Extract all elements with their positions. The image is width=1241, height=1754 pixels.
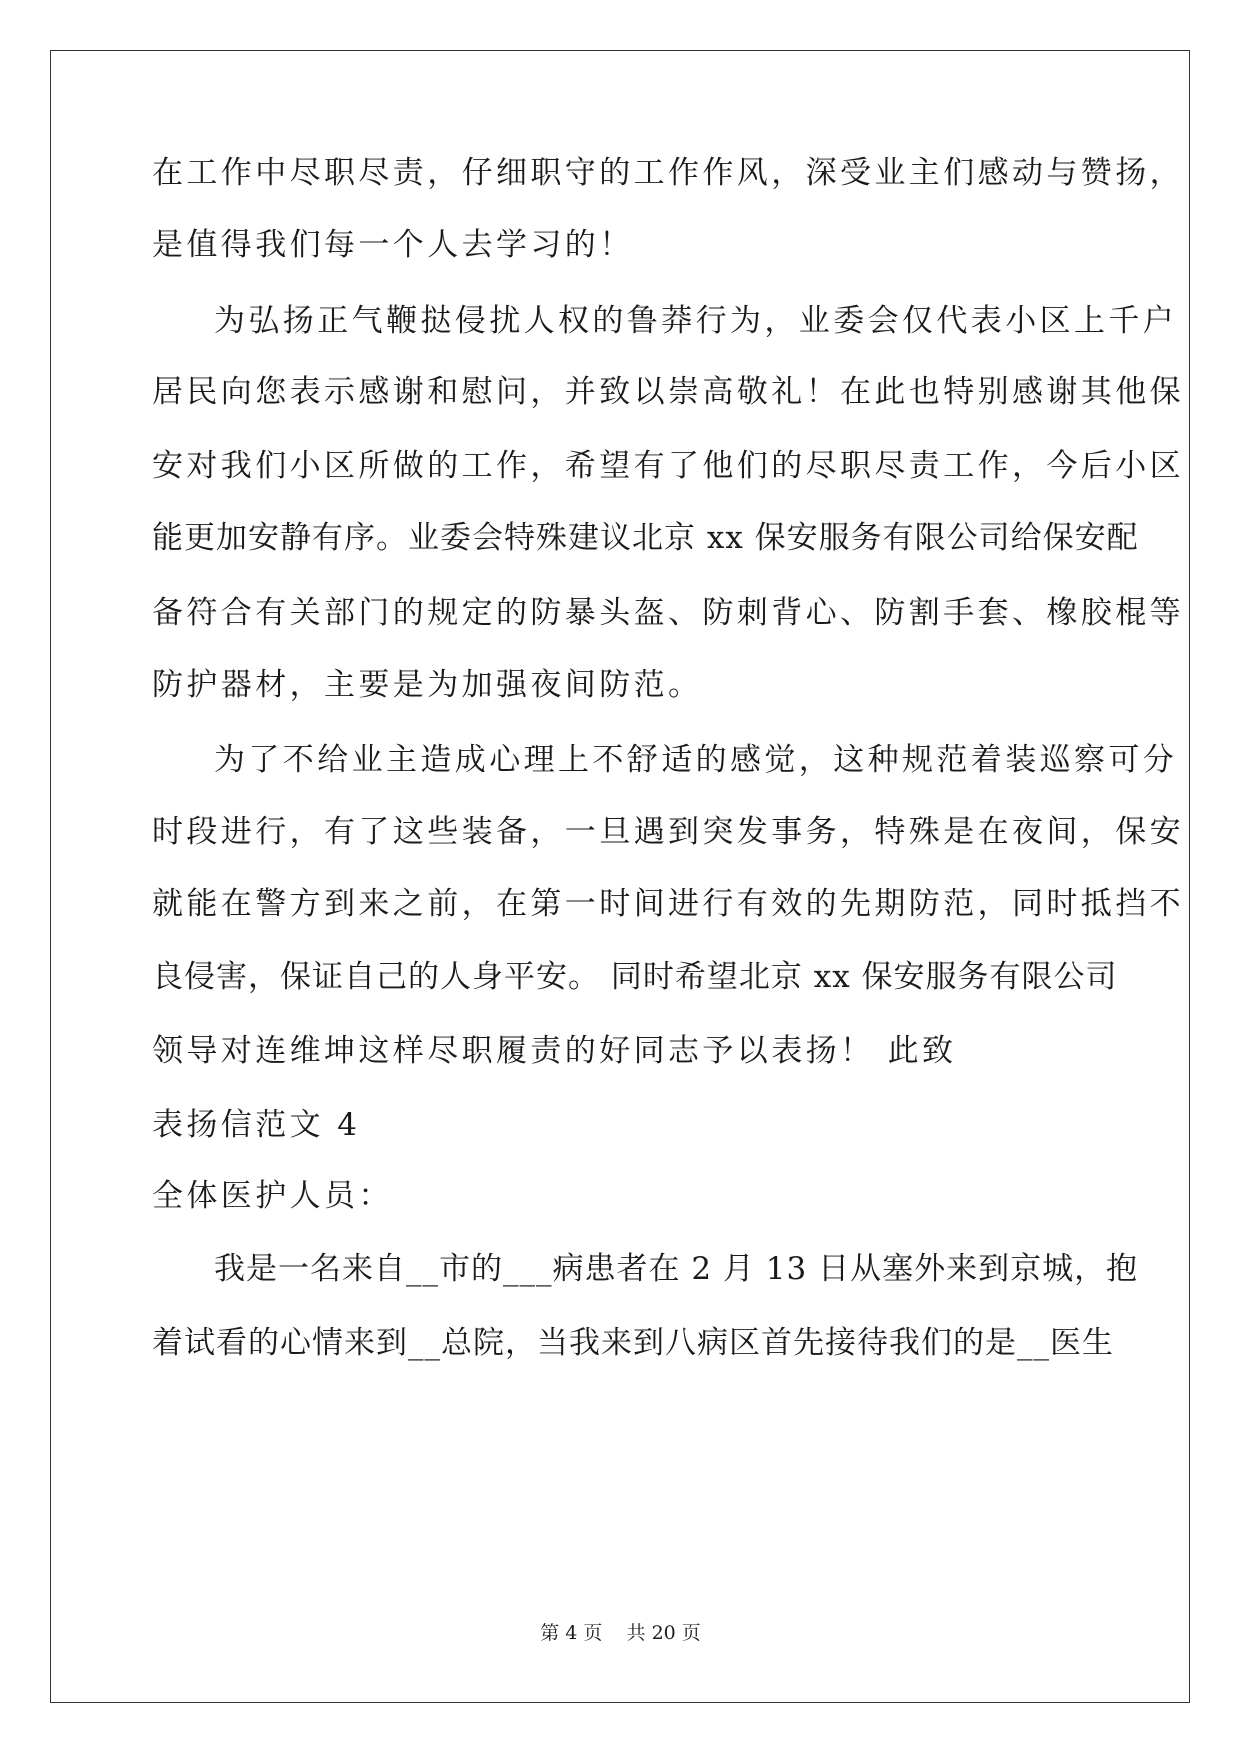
paragraph-line: 就能在警方到来之前，在第一时间进行有效的先期防范，同时抵挡不 xyxy=(152,886,1184,922)
paragraph-line: 能更加安静有序。业委会特殊建议北京 xx 保安服务有限公司给保安配 xyxy=(152,520,1139,556)
page-number: 第 4 页 共 20 页 xyxy=(540,1622,701,1644)
section-heading: 表扬信范文 4 xyxy=(152,1107,361,1143)
paragraph-line: 是值得我们每一个人去学习的！ xyxy=(152,227,634,263)
paragraph-line: 居民向您表示感谢和慰问，并致以崇高敬礼！在此也特别感谢其他保 xyxy=(152,374,1184,410)
paragraph-line: 为弘扬正气鞭挞侵扰人权的鲁莽行为，业委会仅代表小区上千户 xyxy=(214,303,1178,339)
paragraph-line: 良侵害，保证自己的人身平安。 同时希望北京 xx 保安服务有限公司 xyxy=(152,959,1118,995)
paragraph-line: 我是一名来自__市的___病患者在 2 月 13 日从塞外来到京城，抱 xyxy=(214,1251,1139,1287)
paragraph-line: 安对我们小区所做的工作，希望有了他们的尽职尽责工作，今后小区 xyxy=(152,448,1184,484)
paragraph-line: 领导对连维坤这样尽职履责的好同志予以表扬！ 此致 xyxy=(152,1033,957,1069)
paragraph-line: 防护器材，主要是为加强夜间防范。 xyxy=(152,667,703,703)
paragraph-line: 为了不给业主造成心理上不舒适的感觉，这种规范着装巡察可分 xyxy=(214,742,1178,778)
salutation: 全体医护人员： xyxy=(152,1178,393,1214)
page-border xyxy=(50,50,1190,1703)
paragraph-line: 备符合有关部门的规定的防暴头盔、防刺背心、防割手套、橡胶棍等 xyxy=(152,595,1184,631)
paragraph-line: 在工作中尽职尽责，仔细职守的工作作风，深受业主们感动与赞扬， xyxy=(152,155,1184,191)
paragraph-line: 着试看的心情来到__总院，当我来到八病区首先接待我们的是__医生 xyxy=(152,1325,1114,1361)
paragraph-line: 时段进行，有了这些装备，一旦遇到突发事务，特殊是在夜间，保安 xyxy=(152,814,1184,850)
